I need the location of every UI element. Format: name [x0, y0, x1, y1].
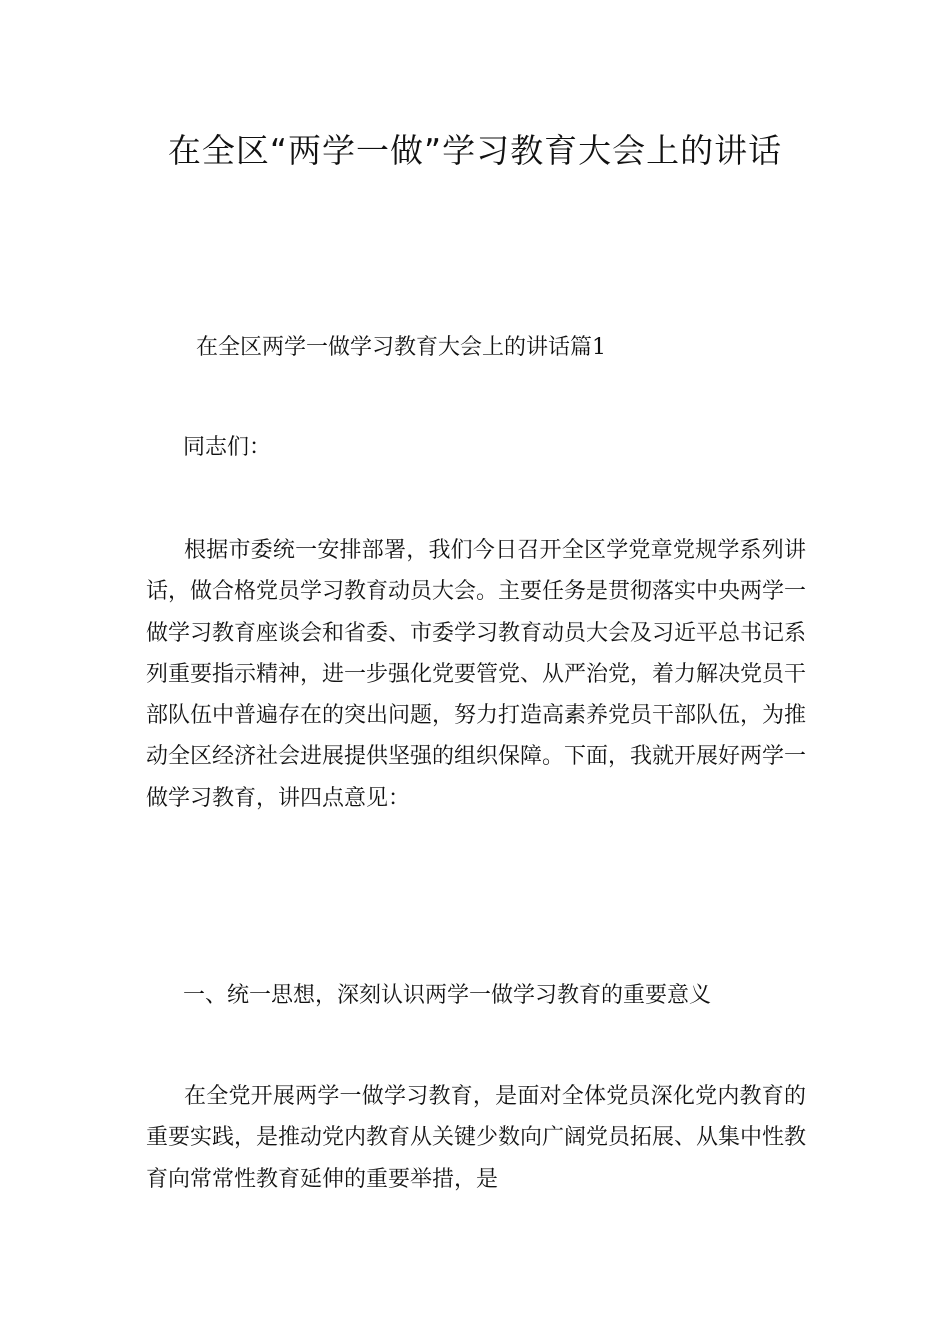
section-heading: 一、统一思想，深刻认识两学一做学习教育的重要意义: [183, 983, 712, 1008]
body-paragraph: 根据市委统一安排部署，我们今日召开全区学党章党规学系列讲话，做合格党员学习教育动员大会。主要任务是贯彻落实中央两学一做学习教育座谈会和省委、市委学习教育动员大会及习近平总书记系列重要指示精神，进一步强化党要管党、从严治党，着力解决党员干部队伍中普遍存在的突出问题，努力打造高素养党员干部队伍，为推动全区经济社会进展提供坚强的组织保障。下面，我就开展好两学一做学习教育，讲四点意见：: [146, 538, 807, 811]
body-paragraph: 在全党开展两学一做学习教育，是面对全体党员深化党内教育的重要实践，是推动党内教育从关键少数向广阔党员拓展、从集中性教育向常常性教育延伸的重要举措，是: [146, 1084, 807, 1192]
document-title: 在全区“两学一做”学习教育大会上的讲话: [167, 131, 783, 170]
greeting: 同志们：: [183, 435, 272, 460]
document-subtitle: 在全区两学一做学习教育大会上的讲话篇1: [196, 335, 606, 360]
